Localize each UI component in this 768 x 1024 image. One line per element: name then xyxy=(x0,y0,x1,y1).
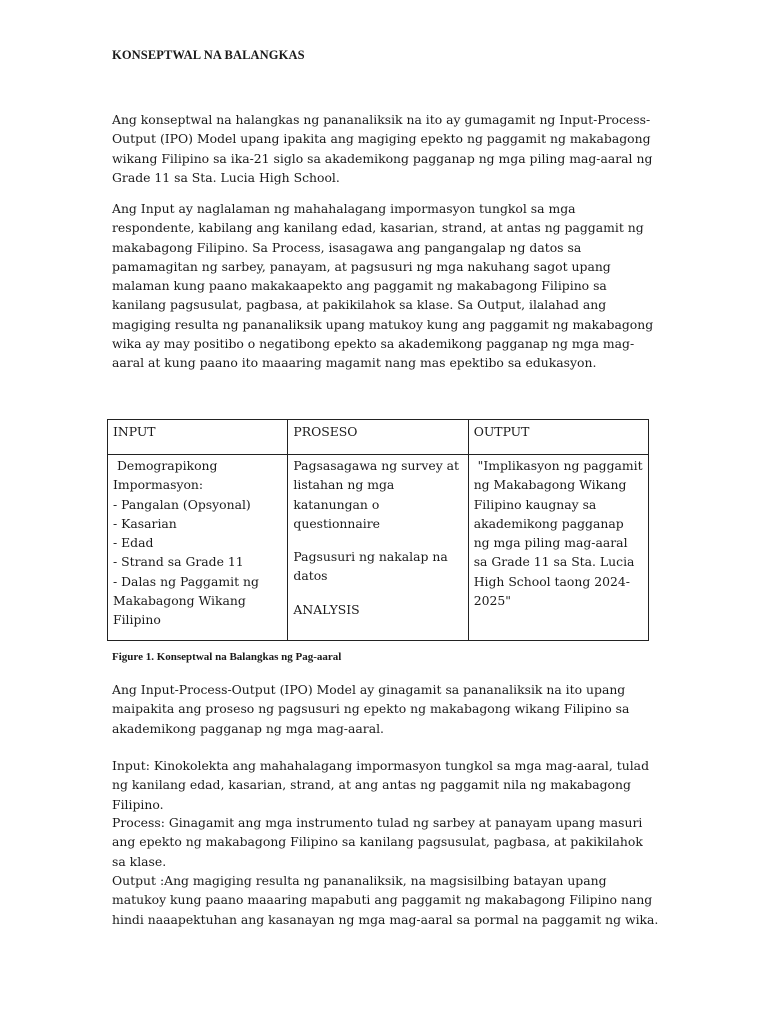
output-text: "Implikasyon ng paggamit ng Makabagong Wikang Filipino kaugnay sa akademikong pagganap ng mga piling mag-aaral sa Grade 11 sa Sta. Lucia High School taong 2024-2025" xyxy=(473,458,647,609)
ipo-description-paragraph: Ang Input ay naglalaman ng mahahalagang impormasyon tungkol sa mga respondente, kabilang ang kanilang edad, kasarian, strand, at antas ng paggamit ng makabagong Filipino. Sa Process, isasagawa ang pangangalap ng datos sa pamamagitan ng sarbey, panayam, at pagsusuri ng mga nakuhang sagot upang malaman kung paano makakaapekto ang paggamit ng makabagong Filipino sa kanilang pagsusulat, pagbasa, at pakikilahok sa klase. Sa Output, ilalahad ang magiging resulta ng pananaliksik upang matukoy kung ang paggamit ng makabagong wika ay may positibo o negatibong epekto sa akademikong pagganap ng mga mag-aaral at kung paano ito maaaring magamit nang mas epektibo sa edukasyon. xyxy=(112,201,654,371)
explanation-process: Process: Ginagamit ang mga instrumento tulad ng sarbey at panayam upang masuri ang epekto ng makabagong Filipino sa kanilang pagsusulat, pagbasa, at pakikilahok sa klase. xyxy=(112,815,643,869)
input-line: - Dalas ng Paggamit ng xyxy=(113,573,259,589)
proseso-item: Pagsusuri ng nakalap na datos xyxy=(293,549,452,584)
input-line: - Pangalan (Opsyonal) xyxy=(113,496,251,512)
ipo-table-body-row xyxy=(108,455,649,641)
proseso-cell xyxy=(288,455,468,641)
header-output: OUTPUT xyxy=(468,420,648,455)
input-line: - Strand sa Grade 11 xyxy=(113,554,244,570)
input-line: - Edad xyxy=(113,535,154,551)
explanation-intro: Ang Input-Process-Output (IPO) Model ay ginagamit sa pananaliksik na ito upang maipakita ang proseso ng pagsusuri ng epekto ng makabagong wikang Filipino sa akademikong pagganap ng mga mag-aaral. xyxy=(112,682,630,736)
input-line: Impormasyon: xyxy=(113,477,204,493)
input-line: Demograpikong xyxy=(113,458,218,473)
document-heading: KONSEPTWAL NA BALANGKAS xyxy=(112,48,305,62)
input-cell xyxy=(108,455,288,641)
input-line: - Kasarian xyxy=(113,515,177,531)
intro-paragraph: Ang konseptwal na halangkas ng pananaliksik na ito ay gumagamit ng Input-Process-Output (IPO) Model upang ipakita ang magiging epekto ng paggamit ng makabagong wikang Filipino sa ika-21 siglo sa akademikong pagganap ng mga piling mag-aaral ng Grade 11 sa Sta. Lucia High School. xyxy=(112,112,653,185)
header-proseso: PROSESO xyxy=(288,420,468,455)
ipo-table-header-row xyxy=(108,420,649,455)
ipo-table xyxy=(107,419,649,641)
proseso-item: ANALYSIS xyxy=(293,601,360,617)
input-line: Makabagong Wikang xyxy=(113,593,246,609)
explanation-output: Output :Ang magiging resulta ng pananaliksik, na magsisilbing batayan upang matukoy kung paano maaaring mapabuti ang paggamit ng makabagong Filipino nang hindi naaapektuhan ang kasanayan ng mga mag-aaral sa pormal na paggamit ng wika. xyxy=(112,873,659,927)
header-input: INPUT xyxy=(108,420,288,455)
figure-caption: Figure 1. Konseptwal na Balangkas ng Pag-aaral xyxy=(112,651,342,663)
proseso-item: Pagsasagawa ng survey at listahan ng mga katanungan o questionnaire xyxy=(293,458,463,531)
input-line: Filipino xyxy=(113,612,161,628)
explanation-input: Input: Kinokolekta ang mahahalagang impormasyon tungkol sa mga mag-aaral, tulad ng kanilang edad, kasarian, strand, at ang antas ng paggamit nila ng makabagong Filipino. xyxy=(112,758,649,812)
output-cell xyxy=(468,455,648,641)
